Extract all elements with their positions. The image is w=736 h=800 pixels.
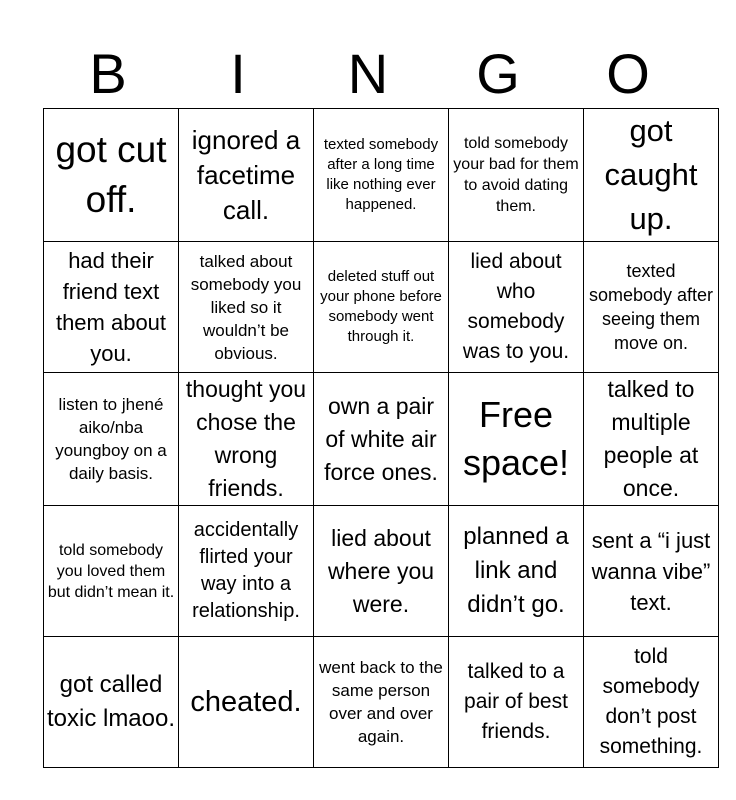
cell-text: Free space! — [462, 394, 570, 483]
cell-text: own a pair of white air force ones. — [324, 392, 438, 485]
bingo-cell[interactable] — [449, 373, 584, 506]
bingo-cell[interactable] — [314, 637, 449, 768]
header-letter-i: I — [230, 42, 246, 105]
bingo-cell[interactable] — [179, 242, 314, 373]
cell-text: got called toxic lmaoo. — [46, 671, 176, 732]
cell-text: got caught up. — [604, 113, 698, 236]
cell-text: lied about who somebody was to you. — [462, 250, 570, 363]
bingo-cell[interactable] — [44, 373, 179, 506]
bingo-cell[interactable] — [179, 506, 314, 637]
bingo-cell[interactable] — [584, 637, 719, 768]
cell-text: cheated. — [190, 686, 302, 718]
cell-text: planned a link and didn’t go. — [463, 523, 569, 618]
bingo-cell[interactable] — [584, 373, 719, 506]
bingo-header — [43, 40, 693, 108]
bingo-cell[interactable] — [44, 506, 179, 637]
cell-text: texted somebody after seeing them move on. — [588, 261, 714, 353]
header-letter-o: O — [606, 42, 650, 105]
cell-text: listen to jhené aiko/nba youngboy on a daily basis. — [55, 395, 167, 483]
bingo-cell[interactable] — [179, 373, 314, 506]
cell-text: talked about somebody you liked so it wouldn’t be obvious. — [190, 251, 302, 363]
board-row — [44, 506, 719, 637]
cell-text: told somebody your bad for them to avoid dating them. — [453, 135, 579, 215]
cell-text: texted somebody after a long time like nothing ever happened. — [323, 136, 439, 213]
cell-text: lied about where you were. — [327, 524, 435, 617]
bingo-cell[interactable] — [179, 637, 314, 768]
cell-text: told somebody don’t post something. — [599, 645, 703, 758]
board-row — [44, 109, 719, 242]
bingo-cell[interactable] — [449, 242, 584, 373]
cell-text: had their friend text them about you. — [55, 248, 167, 366]
bingo-cell[interactable] — [314, 109, 449, 242]
bingo-cell[interactable] — [584, 242, 719, 373]
board-row — [44, 242, 719, 373]
bingo-cell[interactable] — [584, 109, 719, 242]
bingo-cell[interactable] — [449, 506, 584, 637]
bingo-cell[interactable] — [314, 506, 449, 637]
cell-text: talked to a pair of best friends. — [464, 660, 568, 743]
bingo-cell[interactable] — [449, 637, 584, 768]
bingo-board — [43, 108, 719, 768]
bingo-cell[interactable] — [179, 109, 314, 242]
bingo-cell[interactable] — [314, 242, 449, 373]
header-letter-g: G — [476, 42, 520, 105]
board-row — [44, 373, 719, 506]
cell-text: accidentally flirted your way into a relationship. — [192, 519, 300, 622]
cell-text: ignored a facetime call. — [191, 124, 301, 225]
bingo-cell[interactable] — [44, 109, 179, 242]
bingo-cell[interactable] — [44, 242, 179, 373]
cell-text: deleted stuff out your phone before somebody went through it. — [320, 268, 442, 345]
board-row — [44, 637, 719, 768]
bingo-cell[interactable] — [449, 109, 584, 242]
cell-text: sent a “i just wanna vibe” text. — [591, 527, 711, 615]
cell-text: thought you chose the wrong friends. — [185, 376, 307, 501]
header-letter-n: N — [347, 42, 389, 105]
cell-text: went back to the same person over and over again. — [319, 658, 443, 746]
cell-text: told somebody you loved them but didn’t mean it. — [47, 541, 175, 601]
cell-text: got cut off. — [55, 129, 167, 220]
cell-text: talked to multiple people at once. — [603, 376, 699, 501]
bingo-cell[interactable] — [44, 637, 179, 768]
header-letter-b: B — [89, 42, 127, 105]
bingo-cell[interactable] — [314, 373, 449, 506]
bingo-cell[interactable] — [584, 506, 719, 637]
